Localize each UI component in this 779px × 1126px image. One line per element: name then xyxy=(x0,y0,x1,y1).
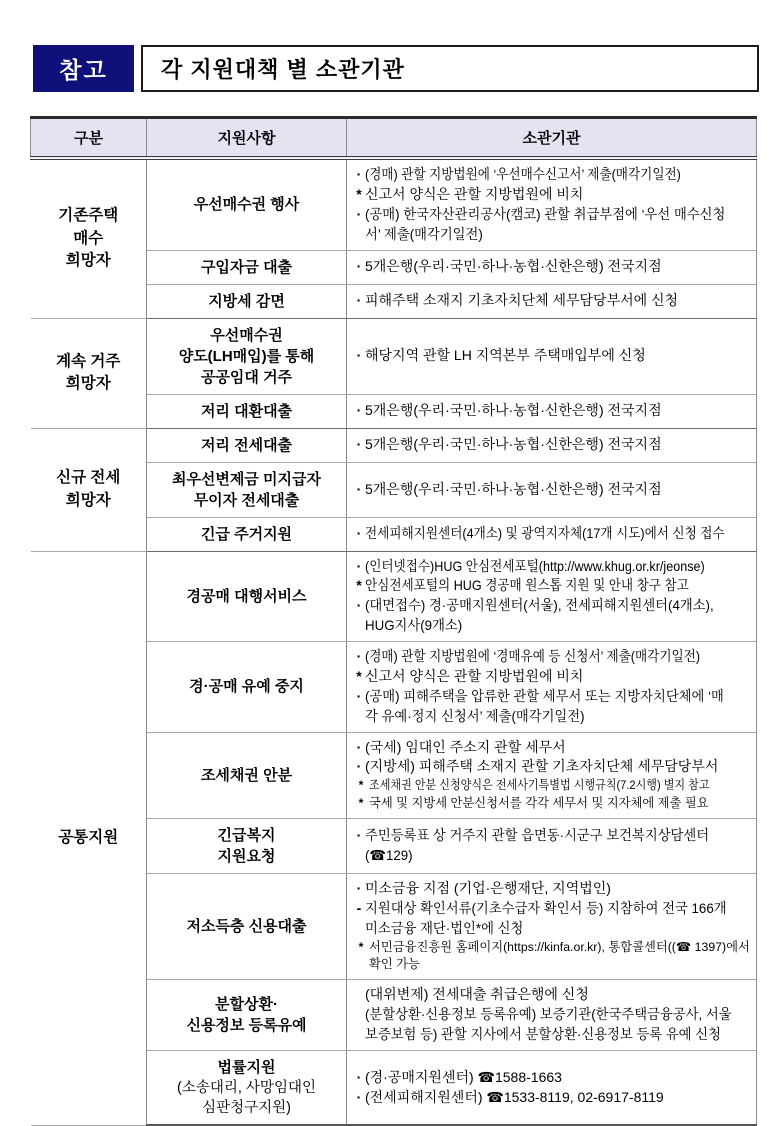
support-item-label: 공공임대 거주 xyxy=(200,368,293,386)
agency-cell xyxy=(347,551,757,642)
agency-entry xyxy=(353,777,752,795)
agency-entry xyxy=(353,826,752,866)
table-header-row xyxy=(31,118,757,159)
column-header-support: 지원사항 xyxy=(147,118,347,159)
support-item-label: 법률지원 xyxy=(217,1058,276,1076)
category-line: 계속 거주 xyxy=(56,352,121,370)
support-item-label: 경공매 대행서비스 xyxy=(186,587,307,605)
entry-bullet: * xyxy=(358,939,364,954)
entry-text: 안심전세포털의 HUG 경공매 원스톱 지원 및 안내 창구 참고 xyxy=(365,577,689,594)
support-item-label: 긴급 주거지원 xyxy=(200,525,293,543)
entry-text: (공매) 피해주택을 압류한 관할 세무서 또는 지방자치단체에 ‘매각 유예·정지 신청서’ 제출(매각기일전) xyxy=(365,687,724,724)
agency-entry xyxy=(353,738,752,758)
agency-entry xyxy=(353,291,752,311)
entry-text: (대면접수) 경·공매지원센터(서울), 전세피해지원센터(4개소), HUG지사(9개소) xyxy=(365,597,714,634)
entry-bullet: · xyxy=(356,205,362,222)
support-item-cell xyxy=(147,818,347,873)
agency-entry xyxy=(353,401,752,421)
agency-cell xyxy=(347,394,757,428)
reference-badge: 참고 xyxy=(33,45,134,92)
category-line: 희망자 xyxy=(65,491,111,509)
table-row xyxy=(31,318,757,394)
agency-table xyxy=(30,116,757,1126)
entry-text: 조세채권 안분 신청양식은 전세사기특별법 시행규칙(7.2시행) 별지 참고 xyxy=(369,778,710,793)
entry-bullet: - xyxy=(356,899,362,916)
entry-text: 피해주택 소재지 기초자치단체 세무담당부서에 신청 xyxy=(365,292,679,309)
category-cell xyxy=(31,428,147,551)
agency-cell xyxy=(347,428,757,462)
entry-bullet: · xyxy=(356,436,362,453)
entry-text: 지원대상 확인서류(기초수급자 확인서 등) 지참하여 전국 166개 미소금융 재단·법인*에 신청 xyxy=(365,899,727,936)
support-item-label: 분할상환· xyxy=(215,996,278,1013)
entry-text: 서민금융진흥원 홈페이지(https://kinfa.or.kr), 통합콜센터((☎ 1397)에서 확인 가능 xyxy=(369,939,750,972)
agency-entry xyxy=(353,1088,752,1108)
category-cell xyxy=(31,318,147,428)
support-item-label: 구입자금 대출 xyxy=(200,258,293,276)
agency-cell xyxy=(347,517,757,551)
agency-entry xyxy=(353,939,752,975)
support-item-cell xyxy=(147,318,347,394)
agency-cell xyxy=(347,284,757,318)
support-item-cell xyxy=(147,284,347,318)
agency-entry xyxy=(353,576,752,596)
support-item-label: 저소득층 신용대출 xyxy=(186,918,307,936)
support-item-cell xyxy=(147,158,347,250)
support-item-sublabel: (소송대리, 사망임대인 xyxy=(177,1079,316,1096)
agency-cell xyxy=(347,250,757,284)
support-item-label: 우선매수권 행사 xyxy=(193,196,300,214)
agency-cell xyxy=(347,462,757,517)
agency-entry xyxy=(353,985,752,1005)
agency-cell xyxy=(347,980,757,1051)
agency-entry xyxy=(353,647,752,667)
support-item-cell xyxy=(147,642,347,733)
agency-entry xyxy=(353,757,752,777)
category-cell xyxy=(31,158,147,318)
entry-text: 5개은행(우리·국민·하나·농협·신한은행) 전국지점 xyxy=(365,480,662,497)
category-line: 공통지원 xyxy=(58,828,119,846)
entry-text: (인터넷접수)HUG 안심전세포털(http://www.khug.or.kr/jeonse) xyxy=(365,557,705,574)
entry-bullet: · xyxy=(356,1068,362,1085)
support-item-cell xyxy=(147,980,347,1051)
category-line: 신규 전세 xyxy=(56,469,121,487)
agency-entry xyxy=(353,557,752,577)
entry-bullet: · xyxy=(356,402,362,419)
entry-text: 신고서 양식은 관할 지방법원에 비치 xyxy=(365,667,584,684)
table-row xyxy=(31,551,757,642)
entry-bullet: · xyxy=(356,758,362,775)
entry-bullet: · xyxy=(356,166,362,182)
agency-entry xyxy=(353,165,752,185)
entry-text: 5개은행(우리·국민·하나·농협·신한은행) 전국지점 xyxy=(365,402,662,419)
entry-bullet: · xyxy=(356,827,362,844)
entry-text: (경매) 관할 지방법원에 ‘경매유예 등 신청서’ 제출(매각기일전) xyxy=(365,648,701,664)
entry-bullet: * xyxy=(356,577,362,594)
agency-entry xyxy=(353,435,752,455)
entry-text: (분할상환·신용정보 등록유예) 보증기관(한국주택금융공사, 서울 보증보험 등) 관할 지사에서 분할상환·신용정보 등록 유예 신청 xyxy=(365,1006,732,1042)
entry-bullet: · xyxy=(356,557,362,574)
agency-entry xyxy=(353,899,752,939)
agency-entry xyxy=(353,879,752,899)
support-item-cell xyxy=(147,551,347,642)
agency-cell xyxy=(347,642,757,733)
entry-bullet: · xyxy=(356,597,362,614)
support-item-label: 지원요청 xyxy=(217,847,276,865)
agency-entry xyxy=(353,1005,752,1045)
entry-text: 전세피해지원센터(4개소) 및 광역지자체(17개 시도)에서 신청 접수 xyxy=(365,525,725,542)
agency-cell xyxy=(347,318,757,394)
agency-entry xyxy=(353,257,752,277)
agency-entry xyxy=(353,185,752,205)
support-item-sublabel: 심판청구지원) xyxy=(202,1100,291,1117)
entry-bullet: · xyxy=(356,480,362,497)
support-item-label: 지방세 감면 xyxy=(208,292,285,310)
category-line: 희망자 xyxy=(65,375,111,392)
entry-text: 미소금융 지점 (기업·은행재단, 지역법인) xyxy=(365,879,611,896)
page-heading xyxy=(33,45,759,92)
column-header-category: 구분 xyxy=(31,118,147,159)
entry-bullet: * xyxy=(356,185,362,202)
support-item-label: 양도(LH매입)를 통해 xyxy=(178,347,315,365)
entry-text: (경매) 관할 지방법원에 ‘우선매수신고서’ 제출(매각기일전) xyxy=(365,166,681,182)
support-item-label: 저리 대환대출 xyxy=(200,402,293,420)
page-title: 각 지원대책 별 소관기관 xyxy=(141,45,759,92)
support-item-label: 우선매수권 xyxy=(210,326,283,344)
agency-entry xyxy=(353,524,752,544)
agency-entry xyxy=(353,1068,752,1088)
support-item-cell xyxy=(147,732,347,818)
entry-text: 국세 및 지방세 안분신청서를 각각 세무서 및 지자체에 제출 필요 xyxy=(369,796,709,811)
entry-text: 5개은행(우리·국민·하나·농협·신한은행) 전국지점 xyxy=(365,258,662,275)
support-item-cell xyxy=(147,517,347,551)
agency-entry xyxy=(353,687,752,727)
support-item-cell xyxy=(147,428,347,462)
support-item-label: 신용정보 등록유예 xyxy=(186,1017,307,1034)
entry-text: 주민등록표 상 거주지 관할 읍면동·시군구 보건복지상담센터(☎129) xyxy=(365,827,710,863)
entry-text: 5개은행(우리·국민·하나·농협·신한은행) 전국지점 xyxy=(365,436,662,453)
category-line: 희망자 xyxy=(65,251,111,269)
entry-text: (공매) 한국자산관리공사(캠코) 관할 취급부점에 ‘우선 매수신청서’ 제출(매각기일전) xyxy=(365,205,726,242)
entry-bullet: · xyxy=(356,879,362,896)
agency-cell xyxy=(347,1050,757,1125)
entry-bullet: * xyxy=(358,796,364,811)
agency-entry xyxy=(353,205,752,245)
entry-bullet: · xyxy=(356,687,362,704)
entry-text: (국세) 임대인 주소지 관할 세무서 xyxy=(365,738,566,755)
support-item-cell xyxy=(147,250,347,284)
agency-cell xyxy=(347,732,757,818)
table-body xyxy=(31,158,757,1125)
entry-bullet: · xyxy=(356,1088,362,1105)
support-item-cell xyxy=(147,394,347,428)
support-item-label: 최우선변제금 미지급자 xyxy=(171,470,322,488)
entry-bullet: · xyxy=(356,525,362,542)
table-row xyxy=(31,428,757,462)
entry-text: (전세피해지원센터) ☎1533-8119, 02-6917-8119 xyxy=(365,1088,664,1105)
support-item-label: 긴급복지 xyxy=(217,826,276,844)
agency-table-wrap xyxy=(30,116,756,1126)
entry-bullet: · xyxy=(356,738,362,755)
agency-entry xyxy=(353,346,752,366)
entry-bullet: · xyxy=(356,347,362,364)
agency-entry xyxy=(353,667,752,687)
category-line: 매수 xyxy=(73,229,104,247)
support-item-label: 조세채권 안분 xyxy=(200,766,293,784)
agency-cell xyxy=(347,818,757,873)
category-line: 기존주택 xyxy=(58,207,119,225)
support-item-label: 경·공매 유예 중지 xyxy=(189,678,304,696)
entry-text: (경·공매지원센터) ☎1588-1663 xyxy=(365,1068,562,1085)
support-item-cell xyxy=(147,462,347,517)
entry-text: (대위변제) 전세대출 취급은행에 신청 xyxy=(365,986,589,1003)
entry-bullet: * xyxy=(356,667,362,684)
support-item-label: 무이자 전세대출 xyxy=(193,491,300,509)
entry-text: (지방세) 피해주택 소재지 관할 기초자치단체 세무담당부서 xyxy=(365,758,719,775)
support-item-cell xyxy=(147,873,347,979)
category-cell xyxy=(31,551,147,1125)
column-header-agency: 소관기관 xyxy=(347,118,757,159)
agency-cell xyxy=(347,158,757,250)
agency-entry xyxy=(353,480,752,500)
entry-bullet: · xyxy=(356,648,362,664)
agency-entry xyxy=(353,795,752,813)
entry-bullet: · xyxy=(356,258,362,275)
table-row xyxy=(31,158,757,250)
agency-entry xyxy=(353,596,752,636)
entry-text: 해당지역 관할 LH 지역본부 주택매입부에 신청 xyxy=(365,347,646,364)
support-item-cell xyxy=(147,1050,347,1125)
entry-bullet: * xyxy=(358,778,364,793)
entry-bullet: · xyxy=(356,292,362,309)
entry-text: 신고서 양식은 관할 지방법원에 비치 xyxy=(365,185,584,202)
agency-cell xyxy=(347,873,757,979)
support-item-label: 저리 전세대출 xyxy=(200,436,293,454)
